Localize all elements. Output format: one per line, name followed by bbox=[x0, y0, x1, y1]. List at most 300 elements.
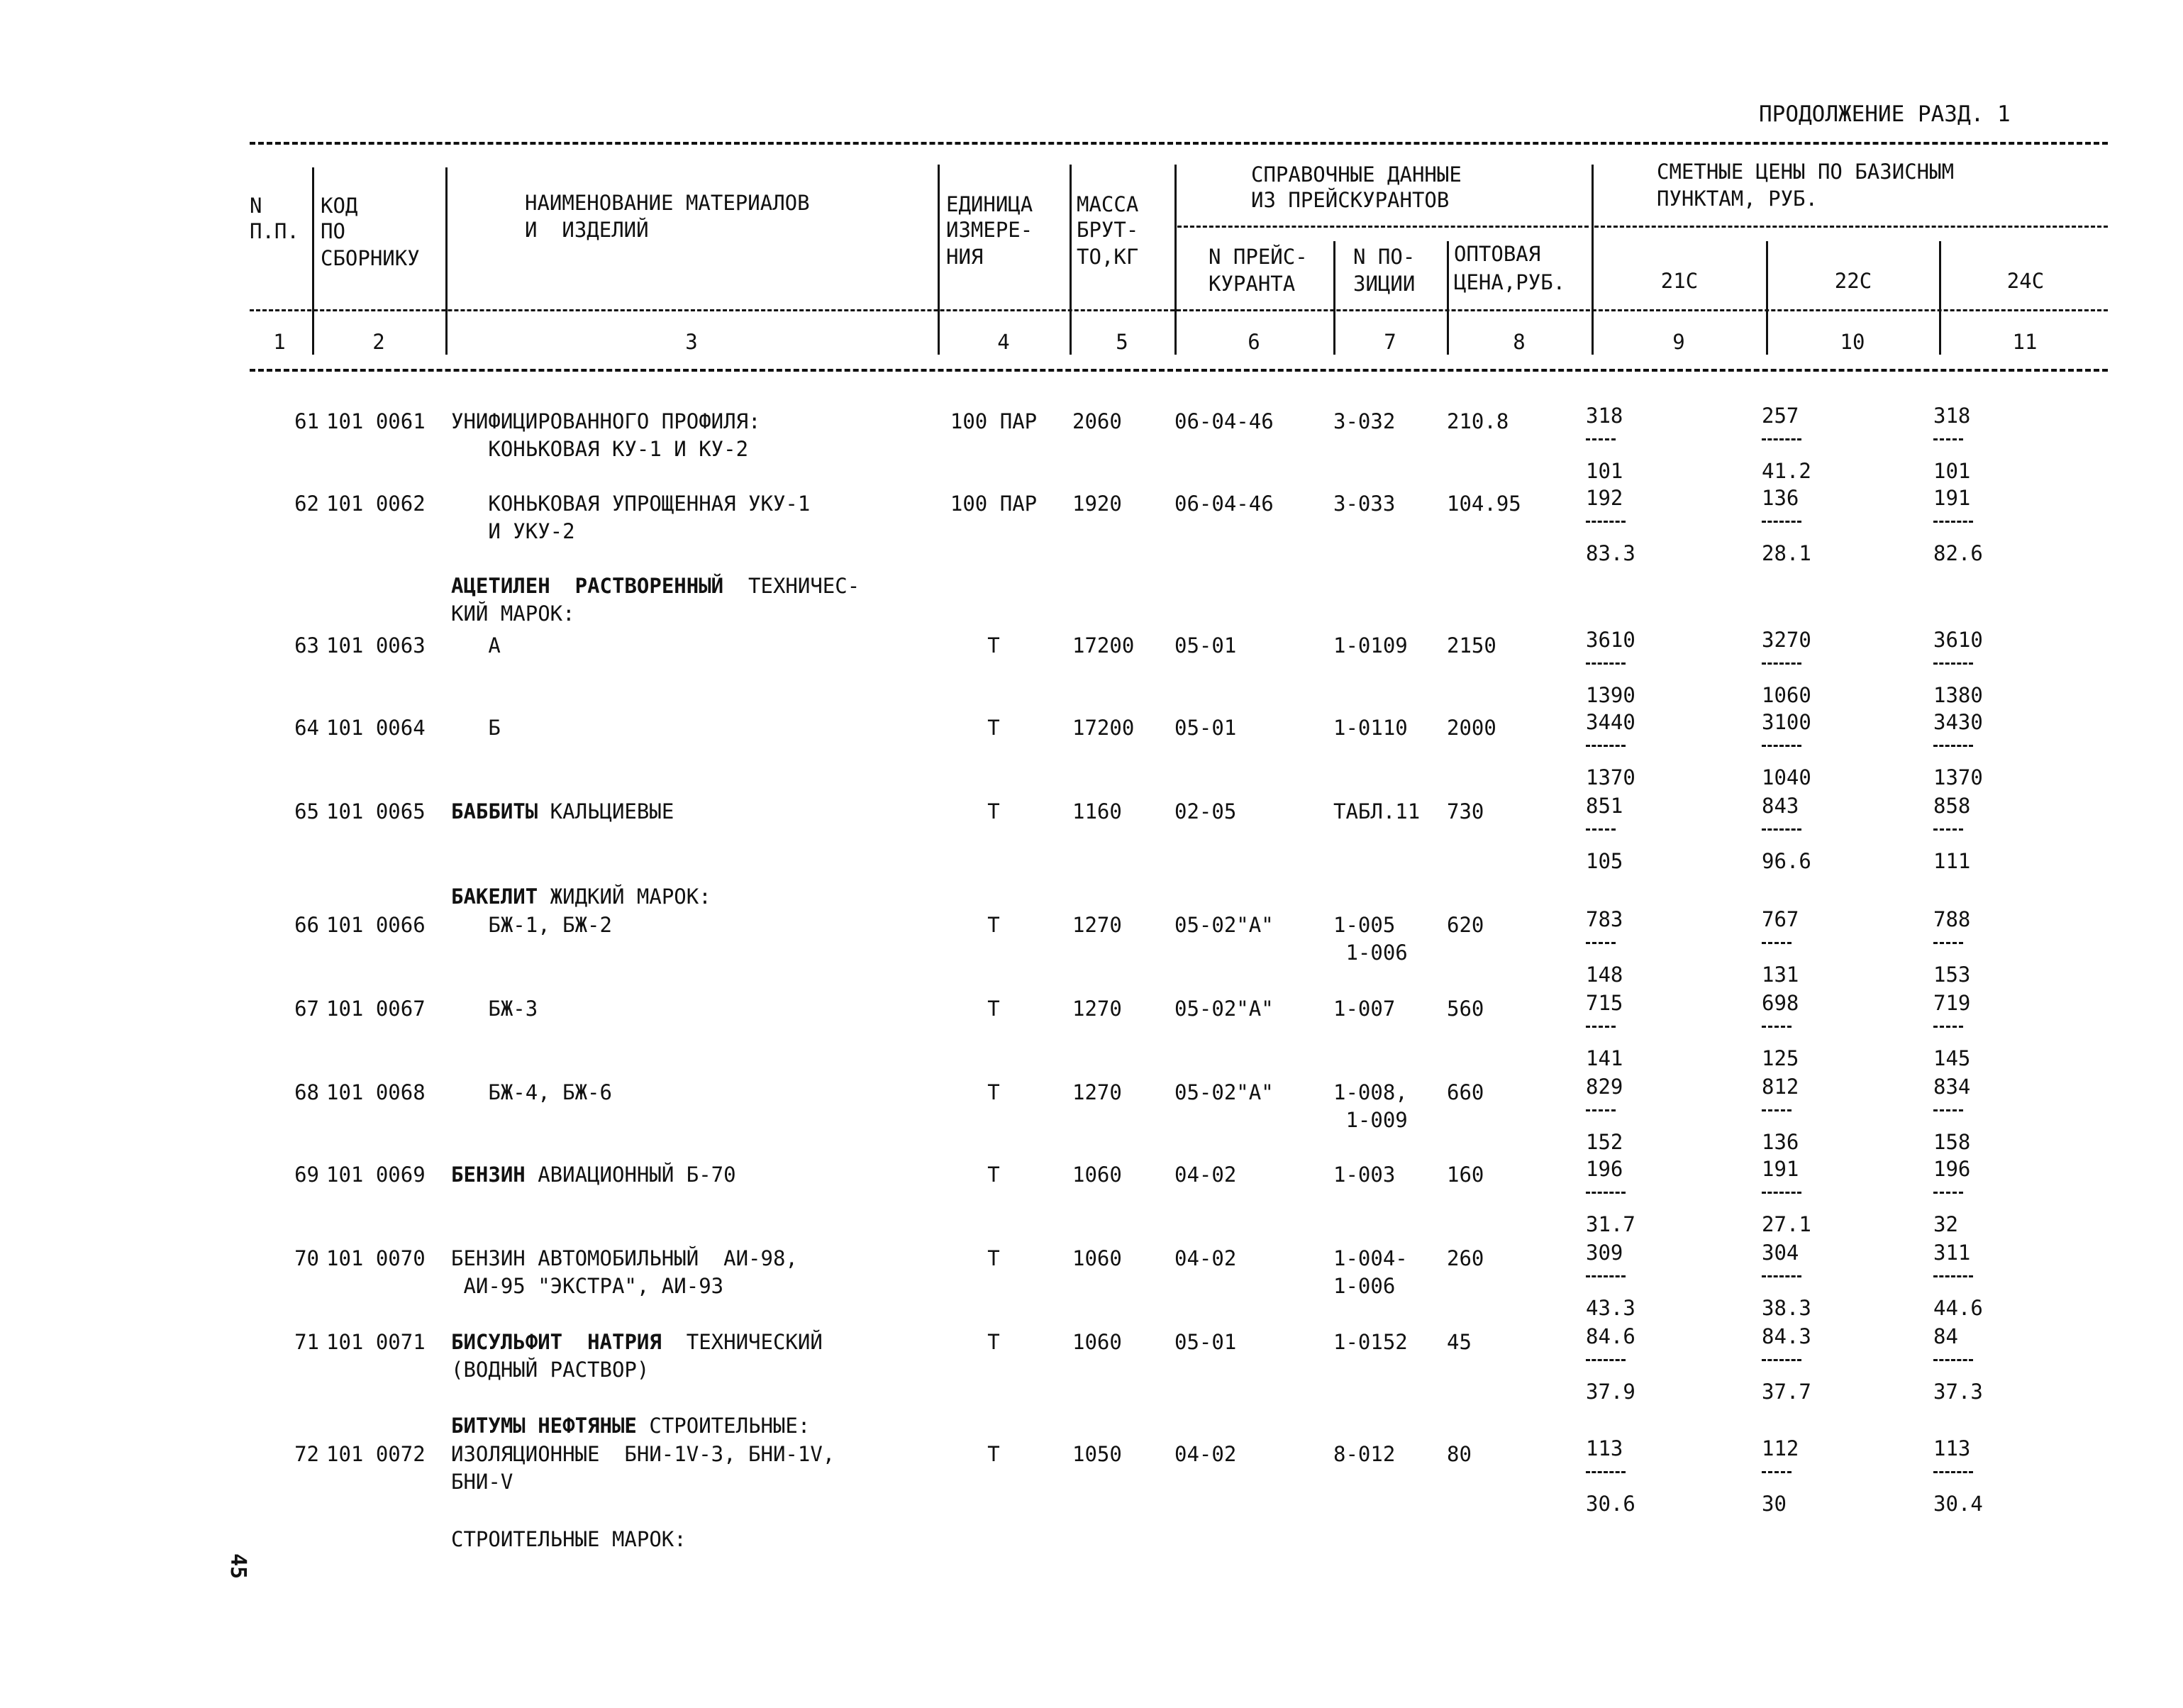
estimate-price-numerator: 3270 bbox=[1762, 628, 1811, 652]
col-sep bbox=[1070, 165, 1072, 355]
row-code: 101 0064 bbox=[326, 716, 426, 740]
position-number: 1-006 bbox=[1333, 941, 1408, 965]
material-name-line bbox=[451, 718, 501, 738]
gross-mass: 1050 bbox=[1072, 1442, 1122, 1466]
estimate-price-numerator: 698 bbox=[1762, 991, 1799, 1015]
header-top-rule bbox=[250, 142, 2108, 145]
estimate-price-denominator: 105 bbox=[1586, 849, 1623, 873]
col-number: 10 bbox=[1840, 330, 1865, 354]
price-fraction-line bbox=[1586, 521, 1626, 523]
price-fraction-line bbox=[1586, 1109, 1616, 1111]
estimate-price-numerator: 257 bbox=[1762, 404, 1799, 428]
estimate-price-denominator: 44.6 bbox=[1933, 1296, 1983, 1320]
estimate-price-numerator: 309 bbox=[1586, 1241, 1623, 1265]
estimate-price-denominator: 1040 bbox=[1762, 765, 1811, 789]
estimate-price-numerator: 191 bbox=[1762, 1157, 1799, 1181]
wholesale-price: 104.95 bbox=[1447, 492, 1521, 516]
material-name-line bbox=[451, 915, 612, 936]
col-number: 1 bbox=[273, 330, 286, 354]
col10-header: 22С bbox=[1834, 269, 1872, 293]
col2-header-line2: ПО bbox=[321, 219, 345, 243]
row-code: 101 0066 bbox=[326, 913, 426, 937]
material-name-line bbox=[451, 1444, 835, 1465]
col-sep bbox=[1447, 241, 1449, 355]
price-fraction-line bbox=[1933, 521, 1973, 523]
estimate-price-numerator: 719 bbox=[1933, 991, 1971, 1015]
estimate-price-numerator: 3430 bbox=[1933, 710, 1983, 734]
material-name-text: Б bbox=[451, 716, 501, 740]
wholesale-price: 560 bbox=[1447, 997, 1484, 1021]
col-number: 7 bbox=[1384, 330, 1396, 354]
material-name-line bbox=[451, 1416, 810, 1436]
material-name-bold: БАББИТЫ bbox=[451, 799, 538, 824]
price-list-number: 02-05 bbox=[1174, 799, 1237, 824]
col-number: 11 bbox=[2012, 330, 2038, 354]
estimate-price-numerator: 84 bbox=[1933, 1324, 1958, 1348]
material-name-bold: БАКЕЛИТ bbox=[451, 884, 538, 909]
estimate-price-numerator: 767 bbox=[1762, 907, 1799, 931]
ref-group-rule bbox=[1177, 226, 1589, 228]
unit-of-measure: Т bbox=[987, 799, 1000, 824]
material-name-bold: БИТУМЫ НЕФТЯНЫЕ bbox=[451, 1414, 637, 1438]
col2-header-line3: СБОРНИКУ bbox=[321, 246, 420, 270]
material-name-text: БЖ-1, БЖ-2 bbox=[451, 913, 612, 937]
col-number: 8 bbox=[1513, 330, 1526, 354]
col-number: 2 bbox=[372, 330, 385, 354]
col3-header-line1: НАИМЕНОВАНИЕ МАТЕРИАЛОВ bbox=[525, 191, 810, 215]
position-number: 1-005 bbox=[1333, 913, 1396, 937]
estimate-price-numerator: 3100 bbox=[1762, 710, 1811, 734]
estimate-price-denominator: 28.1 bbox=[1762, 541, 1811, 565]
estimate-price-denominator: 136 bbox=[1762, 1130, 1799, 1154]
estimate-price-denominator: 41.2 bbox=[1762, 459, 1811, 483]
price-fraction-line bbox=[1933, 1026, 1963, 1028]
estimate-price-numerator: 196 bbox=[1586, 1157, 1623, 1181]
wholesale-price: 620 bbox=[1447, 913, 1484, 937]
price-fraction-line bbox=[1933, 745, 1973, 747]
gross-mass: 1920 bbox=[1072, 492, 1122, 516]
material-name-bold: АЦЕТИЛЕН bbox=[451, 574, 550, 598]
col5-header-line1: МАССА bbox=[1077, 192, 1139, 216]
estimate-price-numerator: 136 bbox=[1762, 486, 1799, 510]
price-list-number: 04-02 bbox=[1174, 1163, 1237, 1187]
col8-header-line2: ЦЕНА,РУБ. bbox=[1454, 270, 1566, 294]
estimate-price-denominator: 101 bbox=[1933, 459, 1971, 483]
estimate-price-denominator: 83.3 bbox=[1586, 541, 1635, 565]
header-mid-rule bbox=[250, 309, 2108, 311]
estimate-price-numerator: 3610 bbox=[1933, 628, 1983, 652]
estimate-price-denominator: 1380 bbox=[1933, 683, 1983, 707]
price-group-header-line2: ПУНКТАМ, РУБ. bbox=[1657, 187, 1818, 211]
material-name-text: АИ-95 "ЭКСТРА", АИ-93 bbox=[451, 1274, 724, 1298]
row-number: 72 bbox=[294, 1442, 319, 1466]
position-number: 3-033 bbox=[1333, 492, 1396, 516]
header-bottom-rule bbox=[250, 369, 2108, 372]
col1-header-line2: П.П. bbox=[250, 219, 299, 243]
row-number: 64 bbox=[294, 716, 319, 740]
material-name-text: УНИФИЦИРОВАННОГО ПРОФИЛЯ: bbox=[451, 409, 761, 433]
material-name-bold: НАТРИЯ bbox=[587, 1330, 662, 1354]
col5-header-line2: БРУТ- bbox=[1077, 218, 1139, 242]
estimate-price-numerator: 113 bbox=[1933, 1436, 1971, 1460]
estimate-price-numerator: 812 bbox=[1762, 1075, 1799, 1099]
material-name-line bbox=[451, 1082, 612, 1103]
unit-of-measure: Т bbox=[987, 1163, 1000, 1187]
col7-header-line2: ЗИЦИИ bbox=[1353, 272, 1416, 296]
col7-header-line1: N ПО- bbox=[1353, 245, 1416, 269]
price-fraction-line bbox=[1762, 662, 1801, 665]
position-number: 1-0152 bbox=[1333, 1330, 1408, 1354]
material-name-line bbox=[451, 799, 674, 824]
position-number: 1-009 bbox=[1333, 1108, 1408, 1132]
material-name-text bbox=[562, 1330, 587, 1354]
price-fraction-line bbox=[1933, 828, 1963, 831]
row-code: 101 0062 bbox=[326, 492, 426, 516]
estimate-price-denominator: 145 bbox=[1933, 1046, 1971, 1070]
material-name-text: АВИАЦИОННЫЙ Б-70 bbox=[525, 1163, 736, 1187]
col-sep bbox=[1333, 241, 1335, 355]
gross-mass: 2060 bbox=[1072, 409, 1122, 433]
material-name-line bbox=[451, 1332, 823, 1353]
estimate-price-denominator: 30.6 bbox=[1586, 1492, 1635, 1516]
row-number: 70 bbox=[294, 1246, 319, 1270]
price-list-number: 05-01 bbox=[1174, 1330, 1237, 1354]
row-number: 61 bbox=[294, 409, 319, 433]
gross-mass: 1060 bbox=[1072, 1163, 1122, 1187]
position-number: 1-004- bbox=[1333, 1246, 1408, 1270]
position-number: ТАБЛ.11 bbox=[1333, 799, 1421, 824]
wholesale-price: 730 bbox=[1447, 799, 1484, 824]
unit-of-measure: Т bbox=[987, 716, 1000, 740]
gross-mass: 1270 bbox=[1072, 913, 1122, 937]
wholesale-price: 160 bbox=[1447, 1163, 1484, 1187]
position-number: 1-007 bbox=[1333, 997, 1396, 1021]
col-number: 4 bbox=[997, 330, 1010, 354]
row-number: 65 bbox=[294, 799, 319, 824]
material-name-text: БЖ-4, БЖ-6 bbox=[451, 1080, 612, 1104]
col-sep bbox=[312, 167, 314, 355]
col-sep bbox=[1592, 165, 1594, 355]
material-name-line bbox=[451, 999, 538, 1019]
material-name-text: БЕНЗИН АВТОМОБИЛЬНЫЙ АИ-98, bbox=[451, 1246, 798, 1270]
price-fraction-line bbox=[1762, 745, 1801, 747]
estimate-price-numerator: 318 bbox=[1933, 404, 1971, 428]
estimate-price-denominator: 30.4 bbox=[1933, 1492, 1983, 1516]
position-number: 3-032 bbox=[1333, 409, 1396, 433]
section-continuation-note: ПРОДОЛЖЕНИЕ РАЗД. 1 bbox=[1759, 101, 2011, 127]
position-number: 1-006 bbox=[1333, 1274, 1396, 1298]
gross-mass: 1270 bbox=[1072, 997, 1122, 1021]
price-fraction-line bbox=[1762, 828, 1801, 831]
price-fraction-line bbox=[1586, 745, 1626, 747]
row-number: 69 bbox=[294, 1163, 319, 1187]
position-number: 1-008, bbox=[1333, 1080, 1408, 1104]
estimate-price-denominator: 31.7 bbox=[1586, 1212, 1635, 1236]
col6-header-line1: N ПРЕЙС- bbox=[1209, 245, 1308, 269]
price-fraction-line bbox=[1933, 1471, 1973, 1473]
material-name-text: КОНЬКОВАЯ УПРОЩЕННАЯ УКУ-1 bbox=[451, 492, 811, 516]
gross-mass: 1060 bbox=[1072, 1330, 1122, 1354]
col-number: 9 bbox=[1672, 330, 1685, 354]
col8-header-line1: ОПТОВАЯ bbox=[1454, 242, 1541, 266]
estimate-price-denominator: 141 bbox=[1586, 1046, 1623, 1070]
gross-mass: 1060 bbox=[1072, 1246, 1122, 1270]
material-name-text: ТЕХНИЧЕС- bbox=[723, 574, 860, 598]
row-code: 101 0063 bbox=[326, 633, 426, 658]
unit-of-measure: 100 ПАР bbox=[950, 409, 1038, 433]
price-fraction-line bbox=[1586, 662, 1626, 665]
estimate-price-numerator: 84.3 bbox=[1762, 1324, 1811, 1348]
row-code: 101 0065 bbox=[326, 799, 426, 824]
unit-of-measure: Т bbox=[987, 1080, 1000, 1104]
row-code: 101 0061 bbox=[326, 409, 426, 433]
wholesale-price: 2150 bbox=[1447, 633, 1496, 658]
estimate-price-denominator: 101 bbox=[1586, 459, 1623, 483]
position-number: 8-012 bbox=[1333, 1442, 1396, 1466]
price-group-header-line1: СМЕТНЫЕ ЦЕНЫ ПО БАЗИСНЫМ bbox=[1657, 160, 1955, 184]
price-fraction-line bbox=[1762, 942, 1792, 944]
col1-header-line1: N bbox=[250, 194, 262, 218]
material-name-text: КОНЬКОВАЯ КУ-1 И КУ-2 bbox=[451, 437, 749, 461]
price-fraction-line bbox=[1586, 1026, 1616, 1028]
price-list-number: 05-01 bbox=[1174, 716, 1237, 740]
row-number: 62 bbox=[294, 492, 319, 516]
material-name-text: СТРОИТЕЛЬНЫЕ: bbox=[636, 1414, 811, 1438]
col-number: 6 bbox=[1248, 330, 1260, 354]
estimate-price-denominator: 148 bbox=[1586, 963, 1623, 987]
unit-of-measure: Т bbox=[987, 1246, 1000, 1270]
page-number: 45 bbox=[226, 1553, 250, 1580]
price-fraction-line bbox=[1933, 1359, 1973, 1361]
price-fraction-line bbox=[1933, 1275, 1973, 1277]
estimate-price-numerator: 843 bbox=[1762, 794, 1799, 818]
estimate-price-numerator: 196 bbox=[1933, 1157, 1971, 1181]
price-list-number: 05-02"А" bbox=[1174, 997, 1274, 1021]
col4-header-line2: ИЗМЕРЕ- bbox=[946, 218, 1033, 242]
material-name-text: БЖ-3 bbox=[451, 997, 538, 1021]
material-name-line bbox=[451, 601, 575, 626]
price-list-number: 04-02 bbox=[1174, 1246, 1237, 1270]
estimate-price-numerator: 311 bbox=[1933, 1241, 1971, 1265]
estimate-price-numerator: 191 bbox=[1933, 486, 1971, 510]
material-name-line bbox=[451, 439, 748, 460]
price-list-number: 05-02"А" bbox=[1174, 1080, 1274, 1104]
material-name-text: КАЛЬЦИЕВЫЕ bbox=[538, 799, 674, 824]
price-fraction-line bbox=[1762, 1109, 1792, 1111]
material-name-line bbox=[451, 494, 810, 514]
position-number: 1-0110 bbox=[1333, 716, 1408, 740]
gross-mass: 1270 bbox=[1072, 1080, 1122, 1104]
col-sep bbox=[938, 165, 940, 355]
wholesale-price: 660 bbox=[1447, 1080, 1484, 1104]
estimate-price-denominator: 82.6 bbox=[1933, 541, 1983, 565]
col4-header-line1: ЕДИНИЦА bbox=[946, 192, 1033, 216]
material-name-line bbox=[451, 411, 761, 432]
unit-of-measure: 100 ПАР bbox=[950, 492, 1038, 516]
row-code: 101 0072 bbox=[326, 1442, 426, 1466]
estimate-price-numerator: 192 bbox=[1586, 486, 1623, 510]
price-fraction-line bbox=[1586, 942, 1616, 944]
estimate-price-numerator: 112 bbox=[1762, 1436, 1799, 1460]
estimate-price-numerator: 858 bbox=[1933, 794, 1971, 818]
position-number: 1-0109 bbox=[1333, 633, 1408, 658]
material-name-line bbox=[451, 521, 575, 542]
estimate-price-denominator: 158 bbox=[1933, 1130, 1971, 1154]
gross-mass: 17200 bbox=[1072, 716, 1135, 740]
price-group-rule bbox=[1594, 226, 2108, 228]
estimate-price-denominator: 38.3 bbox=[1762, 1296, 1811, 1320]
estimate-price-denominator: 27.1 bbox=[1762, 1212, 1811, 1236]
row-code: 101 0069 bbox=[326, 1163, 426, 1187]
material-name-bold: БИСУЛЬФИТ bbox=[451, 1330, 563, 1354]
material-name-text: И УКУ-2 bbox=[451, 519, 575, 543]
material-name-text: ТЕХНИЧЕСКИЙ bbox=[661, 1330, 823, 1354]
ref-group-header-line1: СПРАВОЧНЫЕ ДАННЫЕ bbox=[1251, 162, 1462, 187]
estimate-price-denominator: 37.9 bbox=[1586, 1380, 1635, 1404]
material-name-text: ИЗОЛЯЦИОННЫЕ БНИ-1V-3, БНИ-1V, bbox=[451, 1442, 835, 1466]
wholesale-price: 260 bbox=[1447, 1246, 1484, 1270]
estimate-price-denominator: 1370 bbox=[1586, 765, 1635, 789]
estimate-price-numerator: 3610 bbox=[1586, 628, 1635, 652]
estimate-price-denominator: 32 bbox=[1933, 1212, 1958, 1236]
estimate-price-denominator: 1370 bbox=[1933, 765, 1983, 789]
estimate-price-numerator: 318 bbox=[1586, 404, 1623, 428]
price-fraction-line bbox=[1933, 1109, 1963, 1111]
price-fraction-line bbox=[1586, 1471, 1626, 1473]
price-fraction-line bbox=[1933, 942, 1963, 944]
ref-group-header-line2: ИЗ ПРЕЙСКУРАНТОВ bbox=[1251, 188, 1450, 212]
col-sep bbox=[1939, 241, 1941, 355]
unit-of-measure: Т bbox=[987, 1442, 1000, 1466]
price-list-number: 06-04-46 bbox=[1174, 409, 1274, 433]
estimate-price-numerator: 851 bbox=[1586, 794, 1623, 818]
price-list-number: 04-02 bbox=[1174, 1442, 1237, 1466]
col9-header: 21С bbox=[1660, 269, 1699, 293]
col-sep bbox=[1766, 241, 1768, 355]
price-fraction-line bbox=[1586, 828, 1616, 831]
estimate-price-denominator: 37.7 bbox=[1762, 1380, 1811, 1404]
wholesale-price: 45 bbox=[1447, 1330, 1472, 1354]
row-number: 68 bbox=[294, 1080, 319, 1104]
material-name-line bbox=[451, 1360, 649, 1380]
material-name-bold: РАСТВОРЕННЫЙ bbox=[574, 574, 724, 598]
estimate-price-denominator: 30 bbox=[1762, 1492, 1787, 1516]
estimate-price-denominator: 37.3 bbox=[1933, 1380, 1983, 1404]
price-fraction-line bbox=[1586, 1192, 1626, 1194]
price-fraction-line bbox=[1762, 438, 1801, 440]
col5-header-line3: ТО,КГ bbox=[1077, 245, 1139, 269]
estimate-price-denominator: 131 bbox=[1762, 963, 1799, 987]
wholesale-price: 210.8 bbox=[1447, 409, 1509, 433]
material-name-text: А bbox=[451, 633, 501, 658]
row-number: 67 bbox=[294, 997, 319, 1021]
unit-of-measure: Т bbox=[987, 1330, 1000, 1354]
price-fraction-line bbox=[1933, 662, 1973, 665]
price-fraction-line bbox=[1762, 1275, 1801, 1277]
gross-mass: 17200 bbox=[1072, 633, 1135, 658]
material-name-line bbox=[451, 1248, 798, 1269]
estimate-price-denominator: 125 bbox=[1762, 1046, 1799, 1070]
estimate-price-denominator: 152 bbox=[1586, 1130, 1623, 1154]
estimate-price-numerator: 84.6 bbox=[1586, 1324, 1635, 1348]
material-name-line bbox=[451, 1529, 687, 1550]
material-name-text: КИЙ МАРОК: bbox=[451, 601, 575, 626]
material-name-text: (ВОДНЫЙ РАСТВОР) bbox=[451, 1358, 650, 1382]
col-number: 3 bbox=[685, 330, 698, 354]
wholesale-price: 2000 bbox=[1447, 716, 1496, 740]
price-list-number: 06-04-46 bbox=[1174, 492, 1274, 516]
col-number: 5 bbox=[1116, 330, 1128, 354]
price-list-number: 05-02"А" bbox=[1174, 913, 1274, 937]
estimate-price-numerator: 3440 bbox=[1586, 710, 1635, 734]
estimate-price-denominator: 153 bbox=[1933, 963, 1971, 987]
price-fraction-line bbox=[1762, 521, 1801, 523]
material-name-text bbox=[550, 574, 575, 598]
price-fraction-line bbox=[1762, 1471, 1792, 1473]
material-name-text: БНИ-V bbox=[451, 1470, 513, 1494]
estimate-price-denominator: 43.3 bbox=[1586, 1296, 1635, 1320]
row-code: 101 0071 bbox=[326, 1330, 426, 1354]
estimate-price-numerator: 834 bbox=[1933, 1075, 1971, 1099]
material-name-line bbox=[451, 633, 501, 658]
unit-of-measure: Т bbox=[987, 633, 1000, 658]
material-name-line bbox=[451, 884, 711, 909]
row-code: 101 0070 bbox=[326, 1246, 426, 1270]
price-fraction-line bbox=[1762, 1026, 1792, 1028]
row-code: 101 0068 bbox=[326, 1080, 426, 1104]
price-fraction-line bbox=[1586, 1359, 1626, 1361]
estimate-price-denominator: 1390 bbox=[1586, 683, 1635, 707]
col11-header: 24С bbox=[2006, 269, 2045, 293]
material-name-text: СТРОИТЕЛЬНЫЕ МАРОК: bbox=[451, 1527, 687, 1551]
estimate-price-denominator: 111 bbox=[1933, 849, 1971, 873]
material-name-line bbox=[451, 1165, 736, 1185]
col3-header-line2: И ИЗДЕЛИЙ bbox=[525, 218, 649, 242]
row-number: 63 bbox=[294, 633, 319, 658]
material-name-bold: БЕНЗИН bbox=[451, 1163, 526, 1187]
price-fraction-line bbox=[1586, 1275, 1626, 1277]
unit-of-measure: Т bbox=[987, 997, 1000, 1021]
col2-header-line1: КОД bbox=[321, 194, 358, 218]
col6-header-line2: КУРАНТА bbox=[1209, 272, 1296, 296]
price-fraction-line bbox=[1586, 438, 1616, 440]
estimate-price-denominator: 1060 bbox=[1762, 683, 1811, 707]
col-sep bbox=[1174, 165, 1177, 355]
price-fraction-line bbox=[1762, 1359, 1801, 1361]
material-name-line bbox=[451, 1472, 513, 1492]
estimate-price-numerator: 113 bbox=[1586, 1436, 1623, 1460]
wholesale-price: 80 bbox=[1447, 1442, 1472, 1466]
row-code: 101 0067 bbox=[326, 997, 426, 1021]
material-name-text: ЖИДКИЙ МАРОК: bbox=[538, 884, 711, 909]
price-list-number: 05-01 bbox=[1174, 633, 1237, 658]
estimate-price-numerator: 788 bbox=[1933, 907, 1971, 931]
price-fraction-line bbox=[1933, 1192, 1963, 1194]
estimate-price-numerator: 829 bbox=[1586, 1075, 1623, 1099]
position-number: 1-003 bbox=[1333, 1163, 1396, 1187]
material-name-line bbox=[451, 576, 860, 597]
price-fraction-line bbox=[1762, 1192, 1801, 1194]
row-number: 66 bbox=[294, 913, 319, 937]
estimate-price-numerator: 783 bbox=[1586, 907, 1623, 931]
estimate-price-denominator: 96.6 bbox=[1762, 849, 1811, 873]
unit-of-measure: Т bbox=[987, 913, 1000, 937]
row-number: 71 bbox=[294, 1330, 319, 1354]
col-sep bbox=[445, 167, 448, 355]
gross-mass: 1160 bbox=[1072, 799, 1122, 824]
material-name-line bbox=[451, 1276, 723, 1297]
col4-header-line3: НИЯ bbox=[946, 245, 984, 269]
